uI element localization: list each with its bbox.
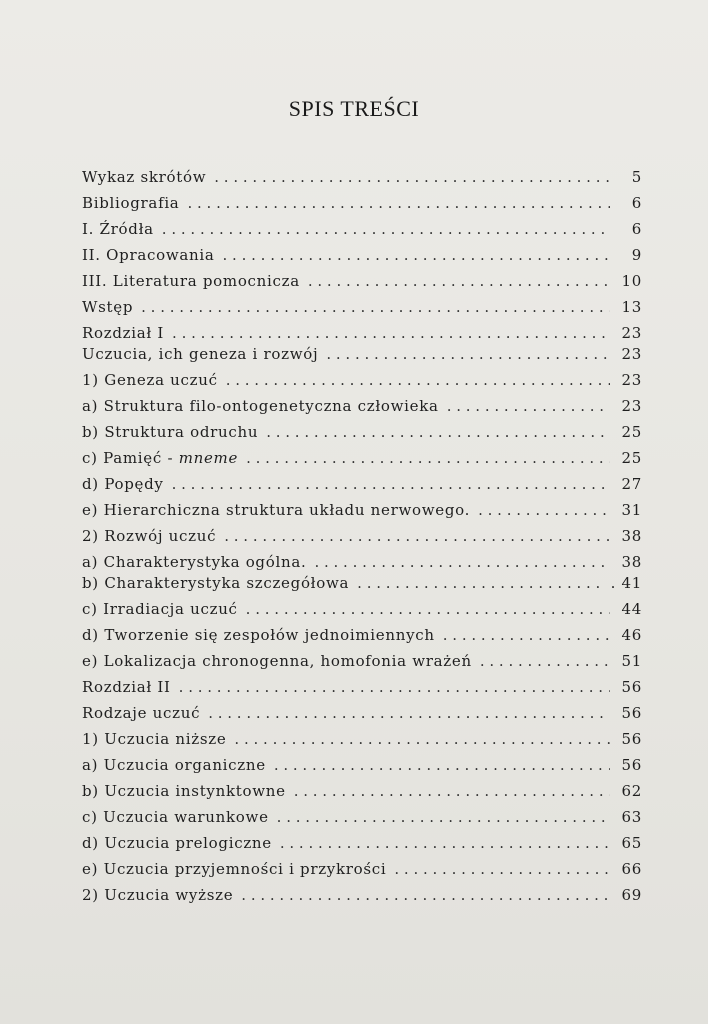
entry-page: 23 [621, 345, 642, 363]
entry-page: 25 [621, 449, 642, 467]
entry-page: . 41 [610, 574, 642, 592]
toc-entry [82, 626, 642, 652]
entry-label: d) Popędy [82, 475, 164, 493]
entry-label: c) Irradiacja uczuć [82, 600, 238, 618]
dot-leader [234, 730, 610, 748]
entry-page: 6 [631, 220, 642, 238]
entry-page: 23 [621, 371, 642, 389]
entry-page: 10 [621, 272, 642, 290]
entry-label: II. Opracowania [82, 246, 215, 264]
entry-label: b) Struktura odruchu [82, 423, 259, 441]
toc-entry [82, 501, 642, 527]
entry-label: 2) Uczucia wyższe [82, 886, 234, 904]
entry-page: 27 [621, 475, 642, 493]
toc-entry [82, 652, 642, 678]
toc-entry [82, 475, 642, 501]
entry-label [82, 449, 238, 467]
dot-leader [226, 371, 610, 389]
dot-leader [280, 834, 610, 852]
dot-leader [208, 704, 610, 722]
entry-page: 31 [621, 501, 642, 519]
dot-leader [179, 678, 610, 696]
toc-entry [82, 600, 642, 626]
dot-leader [314, 553, 610, 571]
page-title: SPIS TREŚCI [288, 96, 420, 121]
entry-page: 56 [621, 730, 642, 748]
dot-leader [447, 397, 610, 415]
entry-page: 56 [621, 756, 642, 774]
entry-page: 38 [621, 527, 642, 545]
entry-page: 62 [621, 782, 642, 800]
dot-leader [162, 220, 610, 238]
entry-page: 38 [621, 553, 642, 571]
entry-label: Rozdział II [82, 678, 171, 696]
toc-entry [82, 194, 642, 220]
toc-entry [82, 730, 642, 756]
toc-entry [82, 834, 642, 860]
entry-page: 6 [631, 194, 642, 212]
entry-page: 56 [621, 704, 642, 722]
entry-page: 23 [621, 324, 642, 342]
entry-page: 46 [621, 626, 642, 644]
toc-entry [82, 246, 642, 272]
dot-leader [224, 527, 610, 545]
toc-entry [82, 678, 642, 704]
dot-leader [187, 194, 610, 212]
entry-label: Bibliografia [82, 194, 180, 212]
entry-label: 2) Rozwój uczuć [82, 527, 217, 545]
toc-entry [82, 756, 642, 782]
dot-leader [326, 345, 610, 363]
toc-entry [82, 220, 642, 246]
entry-page: 66 [621, 860, 642, 878]
dot-leader [246, 600, 610, 618]
entry-label: III. Literatura pomocnicza [82, 272, 300, 290]
toc-entry [82, 345, 642, 371]
entry-page: 9 [631, 246, 642, 264]
entry-label: d) Tworzenie się zespołów jednoimiennych [82, 626, 435, 644]
entry-label: c) Uczucia warunkowe [82, 808, 269, 826]
entry-page: 44 [621, 600, 642, 618]
entry-label: Uczucia, ich geneza i rozwój [82, 345, 319, 363]
dot-leader [266, 423, 610, 441]
dot-leader [141, 298, 610, 316]
dot-leader [246, 449, 610, 467]
entry-label: e) Uczucia przyjemności i przykrości [82, 860, 387, 878]
entry-label: a) Uczucia organiczne [82, 756, 266, 774]
entry-label: a) Charakterystyka ogólna. [82, 553, 307, 571]
toc-entry [82, 168, 642, 194]
entry-page: 5 [631, 168, 642, 186]
entry-page: 69 [621, 886, 642, 904]
entry-label: b) Uczucia instynktowne [82, 782, 286, 800]
dot-leader [214, 168, 610, 186]
dot-leader [274, 756, 610, 774]
entry-label: 1) Geneza uczuć [82, 371, 218, 389]
toc-entry [82, 324, 642, 345]
dot-leader [357, 574, 604, 592]
dot-leader [294, 782, 610, 800]
table-of-contents [82, 168, 642, 912]
entry-label: a) Struktura filo-ontogenetyczna człowieka [82, 397, 439, 415]
entry-page: 56 [621, 678, 642, 696]
toc-entry [82, 272, 642, 298]
toc-entry [82, 527, 642, 553]
dot-leader [443, 626, 610, 644]
entry-page: 25 [621, 423, 642, 441]
toc-entry [82, 574, 642, 600]
dot-leader [480, 652, 610, 670]
dot-leader [308, 272, 610, 290]
entry-page: 63 [621, 808, 642, 826]
toc-entry [82, 298, 642, 324]
entry-label: Wykaz skrótów [82, 168, 207, 186]
toc-entry [82, 886, 642, 912]
entry-label: 1) Uczucia niższe [82, 730, 227, 748]
entry-page: 23 [621, 397, 642, 415]
dot-leader [172, 475, 610, 493]
toc-entry [82, 704, 642, 730]
dot-leader [223, 246, 610, 264]
entry-label-italic: mneme [178, 449, 239, 467]
entry-label: d) Uczucia prelogiczne [82, 834, 272, 852]
toc-entry [82, 371, 642, 397]
entry-label: e) Hierarchiczna struktura układu nerwowego. [82, 501, 471, 519]
entry-page: 51 [621, 652, 642, 670]
toc-entry [82, 449, 642, 475]
toc-entry [82, 423, 642, 449]
entry-label: e) Lokalizacja chronogenna, homofonia wrażeń [82, 652, 472, 670]
toc-entry [82, 397, 642, 423]
dot-leader [241, 886, 610, 904]
entry-page: 65 [621, 834, 642, 852]
toc-entry [82, 782, 642, 808]
entry-page: 13 [621, 298, 642, 316]
dot-leader [277, 808, 610, 826]
toc-entry [82, 553, 642, 574]
dot-leader [478, 501, 610, 519]
dot-leader [172, 324, 610, 342]
entry-label: b) Charakterystyka szczegółowa [82, 574, 350, 592]
toc-entry [82, 808, 642, 834]
entry-label: Rodzaje uczuć [82, 704, 201, 722]
entry-label: Wstęp [82, 298, 134, 316]
entry-label: Rozdział I [82, 324, 165, 342]
toc-entry [82, 860, 642, 886]
entry-label: I. Źródła [82, 220, 154, 238]
entry-label-text: c) Pamięć - [82, 449, 179, 467]
dot-leader [394, 860, 610, 878]
